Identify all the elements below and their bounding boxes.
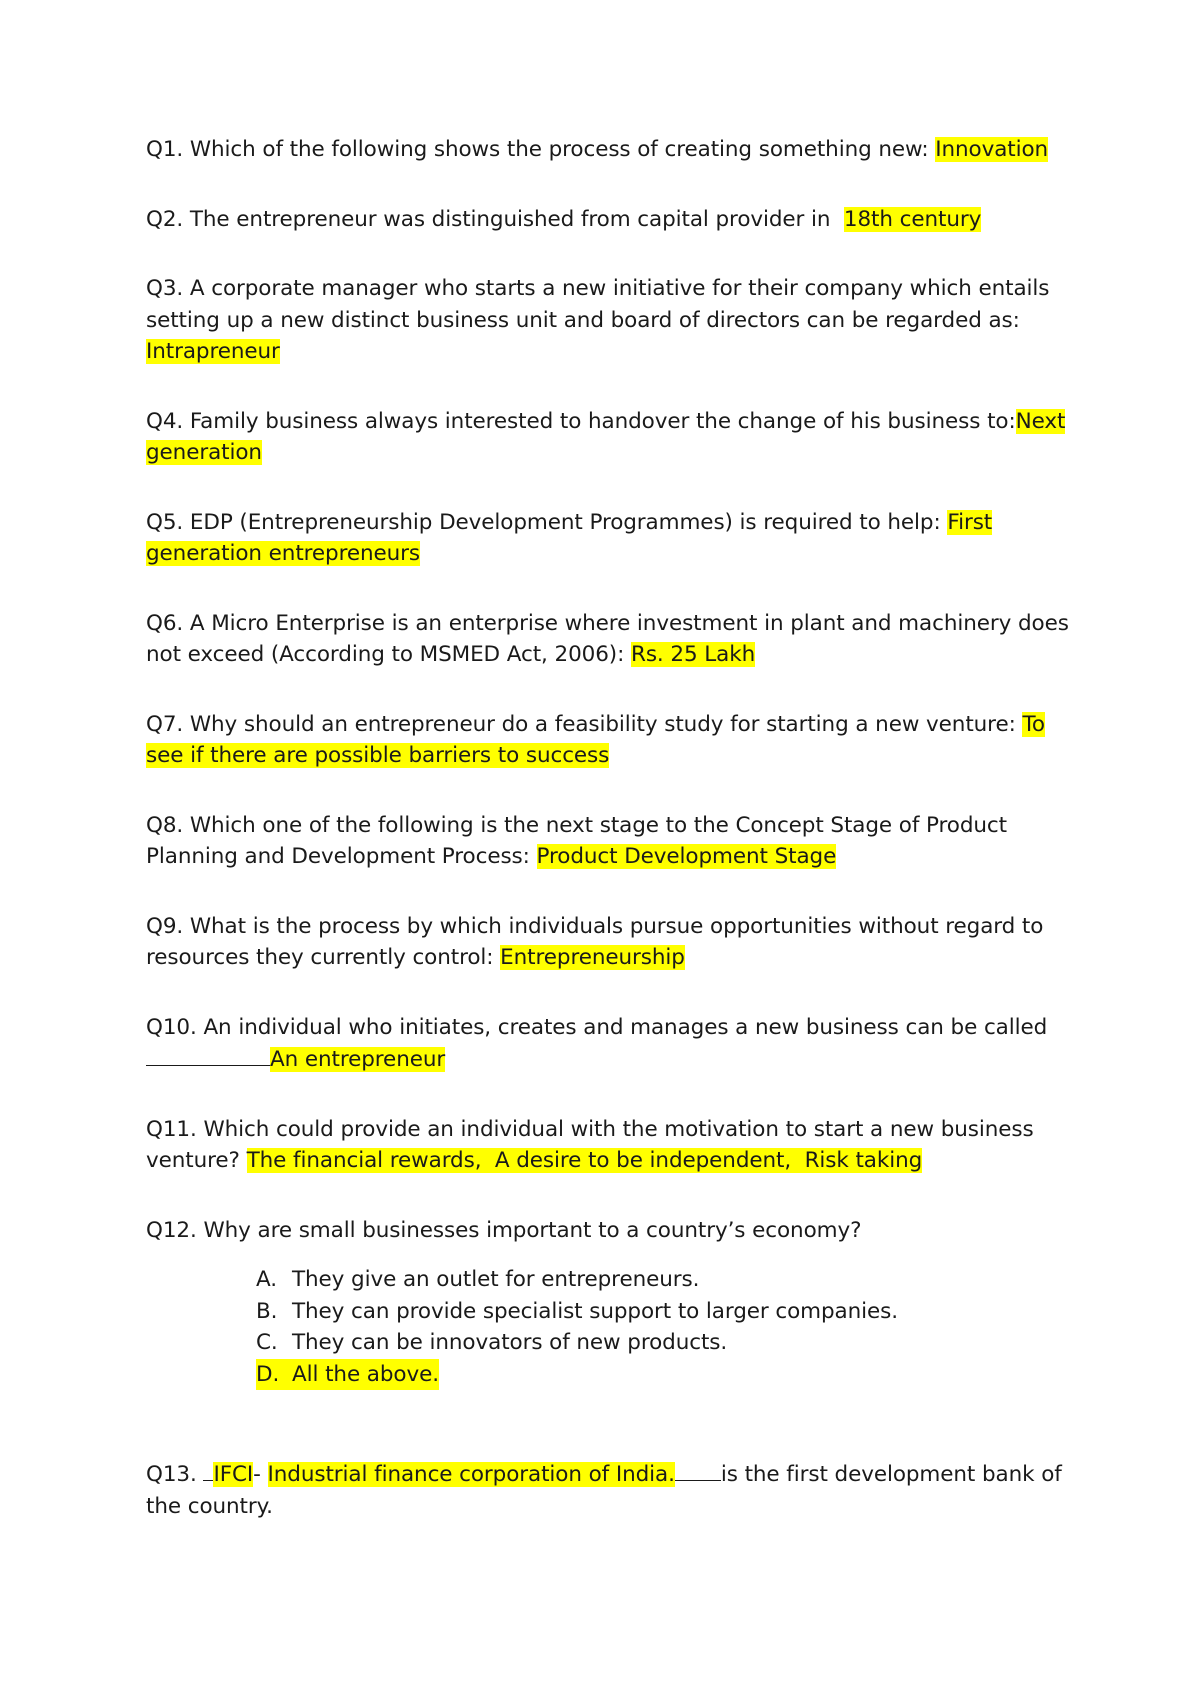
question-text: is the first development bank of the country. — [146, 1462, 1062, 1519]
question-text: Which could provide an individual with the motivation to start a new business venture? — [146, 1116, 1034, 1173]
answer-blank — [146, 1043, 270, 1066]
highlighted-answer: Entrepreneurship — [500, 945, 685, 970]
highlighted-answer: Product Development Stage — [536, 844, 837, 869]
option-c: C. They can be innovators of new products. — [256, 1330, 728, 1355]
question-text: What is the process by which individuals pursue opportunities without regard to resources they currently control: — [146, 913, 1044, 970]
question-text: Family business always interested to handover the change of his business to: — [189, 408, 1016, 434]
highlighted-answer: Innovation — [935, 137, 1049, 162]
question-q9 — [146, 911, 1076, 974]
question-number: Q5. — [146, 509, 190, 535]
highlighted-answer: 18th century — [843, 206, 982, 232]
question-q2 — [146, 204, 1076, 236]
question-number: Q12. — [146, 1217, 204, 1243]
question-number: Q2. — [146, 206, 190, 232]
question-number: Q6. — [146, 610, 190, 636]
question-number: Q7. — [146, 711, 190, 737]
question-q7 — [146, 709, 1076, 772]
question-number: Q9. — [146, 913, 190, 939]
question-q10 — [146, 1012, 1076, 1076]
option-a: A. They give an outlet for entrepreneurs. — [256, 1267, 700, 1292]
question-text: EDP (Entrepreneurship Development Programmes) is required to help: — [189, 509, 948, 535]
highlighted-answer: First generation entrepreneurs — [146, 509, 993, 566]
question-q11 — [146, 1114, 1076, 1177]
question-number: Q10. — [146, 1014, 204, 1040]
option-d-correct: D. All the above. — [256, 1359, 1076, 1391]
answer-blank-trail — [675, 1458, 721, 1481]
question-number: Q11. — [146, 1116, 204, 1142]
question-number: Q4. — [146, 408, 190, 434]
question-number: Q13. — [146, 1462, 204, 1487]
question-q3 — [146, 273, 1076, 368]
question-text: The entrepreneur was distinguished from capital provider in — [189, 206, 844, 232]
question-q6 — [146, 608, 1076, 671]
question-q12 — [146, 1215, 1076, 1391]
question-text: Why are small businesses important to a country’s economy? — [203, 1217, 862, 1243]
question-q1 — [146, 134, 1076, 166]
answer-blank-lead — [203, 1458, 213, 1481]
question-text: A Micro Enterprise is an enterprise where investment in plant and machinery does not exceed (According to MSMED Act, 2006): — [146, 610, 1069, 667]
question-text: A corporate manager who starts a new initiative for their company which entails setting up a new distinct business unit and board of directors can be regarded as: — [146, 276, 1050, 333]
question-text: Why should an entrepreneur do a feasibility study for starting a new venture: — [189, 711, 1023, 737]
highlighted-answer: An entrepreneur — [270, 1047, 446, 1072]
question-text: Which one of the following is the next stage to the Concept Stage of Product Planning and Development Process: — [146, 812, 1007, 869]
highlighted-answer: To see if there are possible barriers to success — [146, 711, 1045, 768]
highlighted-answer: Rs. 25 Lakh — [630, 642, 756, 667]
question-text: An individual who initiates, creates and manages a new business can be called — [203, 1014, 1048, 1040]
option-b: B. They can provide specialist support to larger companies. — [256, 1298, 898, 1324]
question-q8 — [146, 810, 1076, 873]
highlighted-answer-fullname: Industrial finance corporation of India. — [267, 1462, 675, 1487]
question-q13 — [146, 1458, 1076, 1522]
highlighted-answer: Next generation — [146, 408, 1066, 465]
question-number: Q8. — [146, 812, 190, 838]
document-page — [146, 134, 1076, 1560]
question-number: Q1. — [146, 137, 190, 162]
question-number: Q3. — [146, 276, 190, 301]
question-text: Which of the following shows the process of creating something new: — [189, 137, 936, 162]
highlighted-answer: Intrapreneur — [146, 339, 280, 364]
highlighted-answer-acronym: IFCI — [213, 1462, 254, 1487]
question-q5 — [146, 507, 1076, 570]
answer-dash: - — [253, 1462, 268, 1487]
highlighted-answer: The financial rewards, A desire to be independent, Risk taking — [246, 1148, 923, 1173]
question-q4 — [146, 406, 1076, 469]
option-list — [146, 1264, 1076, 1390]
